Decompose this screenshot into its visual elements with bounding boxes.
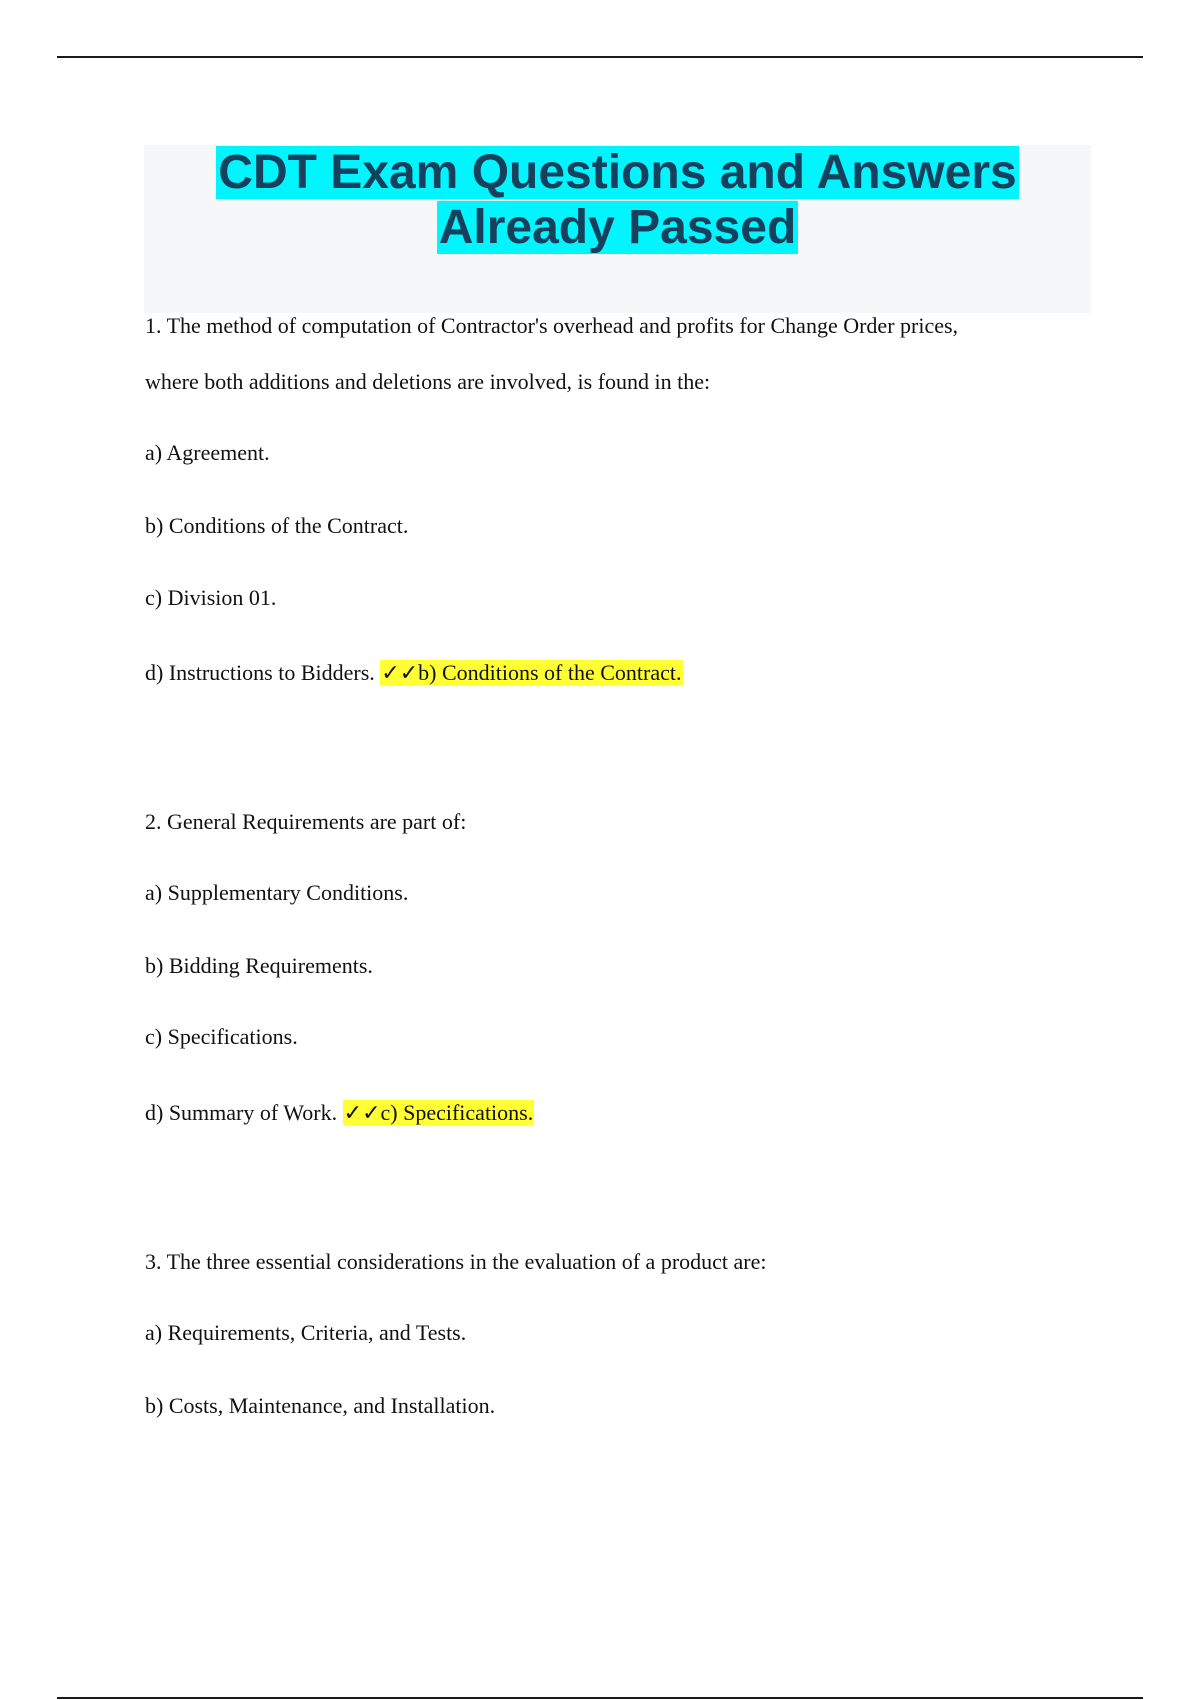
top-rule [57,56,1143,58]
title-block [144,145,1091,313]
question-2-answer: ✓✓c) Specifications. [343,1100,534,1125]
question-1-option-b: b) Conditions of the Contract. [145,513,409,538]
question-2-option-d: d) Summary of Work. [145,1100,338,1125]
bottom-rule [57,1697,1143,1699]
question-1-option-d-line [145,659,683,687]
question-1-stem-line-2: where both additions and deletions are involved, is found in the: [145,369,711,394]
question-1-stem-line-1: 1. The method of computation of Contractor's overhead and profits for Change Order prices, [145,313,959,338]
question-3-option-b: b) Costs, Maintenance, and Installation. [145,1393,496,1418]
question-2-option-b: b) Bidding Requirements. [145,953,373,978]
question-1-option-a: a) Agreement. [145,440,270,465]
question-3-stem: 3. The three essential considerations in the evaluation of a product are: [145,1249,767,1274]
question-2-stem: 2. General Requirements are part of: [145,809,467,834]
title-line-1: CDT Exam Questions and Answers [218,146,1017,199]
question-2-option-c: c) Specifications. [145,1024,298,1049]
question-2-option-a: a) Supplementary Conditions. [145,880,409,905]
question-3-option-a: a) Requirements, Criteria, and Tests. [145,1320,467,1345]
title-line-2: Already Passed [438,201,797,254]
question-2-option-d-line [145,1099,534,1127]
question-1-answer: ✓✓b) Conditions of the Contract. [381,660,682,685]
document-title [144,145,1091,255]
question-1-option-d: d) Instructions to Bidders. [145,660,375,685]
question-1-option-c: c) Division 01. [145,585,277,610]
